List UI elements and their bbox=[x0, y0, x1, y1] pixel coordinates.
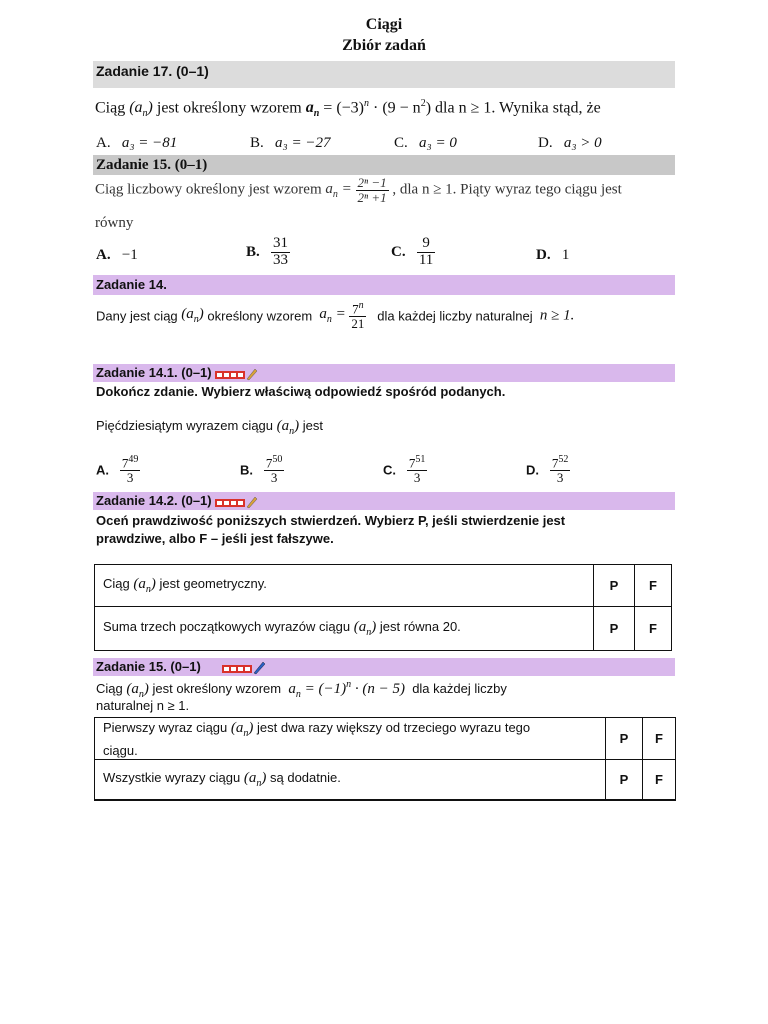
option-text: a₃ = −81 bbox=[121, 135, 178, 151]
fraction-numerator: 7 bbox=[121, 455, 129, 471]
score-badge-icon bbox=[221, 661, 267, 675]
fraction-exp: 49 bbox=[128, 454, 139, 465]
statement-cell bbox=[95, 607, 594, 651]
seq-sub: n bbox=[142, 108, 148, 120]
statement-text: jest określony wzorem bbox=[156, 99, 302, 117]
false-option[interactable]: F bbox=[643, 760, 676, 800]
statement-row bbox=[95, 607, 672, 651]
false-option[interactable]: F bbox=[635, 607, 672, 651]
fraction-exp: 51 bbox=[415, 454, 426, 465]
statement-cell bbox=[95, 565, 594, 607]
header-text: Zadanie 14.2. (0–1) bbox=[96, 493, 212, 508]
true-option[interactable]: P bbox=[606, 760, 643, 800]
sequence-symbol: $(a_n)$ bbox=[243, 769, 267, 789]
task-14-header: Zadanie 14. bbox=[93, 275, 675, 295]
statement-text: Wszystkie wyrazy ciągu bbox=[103, 769, 241, 785]
fraction-denominator: 3 bbox=[413, 469, 421, 485]
statement-text: jest równa 20. bbox=[379, 619, 461, 634]
formula-exp: n bbox=[364, 98, 369, 109]
sequence-symbol: $(a_n)$ bbox=[133, 576, 156, 595]
true-option[interactable]: P bbox=[606, 718, 643, 760]
statement-text: Ciąg liczbowy określony jest wzorem bbox=[95, 181, 322, 198]
statement-text: ciągu. bbox=[103, 742, 138, 758]
task-14-2-instruction-1: Oceń prawdziwość poniższych stwierdzeń. Wybierz P, jeśli stwierdzenie jest bbox=[96, 513, 566, 528]
task-15b-statement-line2: naturalnej n ≥ 1. bbox=[96, 698, 190, 713]
task-15b-table bbox=[94, 717, 676, 801]
statement-text: Ciąg bbox=[95, 99, 126, 117]
fraction-denominator: 3 bbox=[556, 469, 564, 485]
task-17-statement bbox=[95, 98, 601, 120]
formula-part: = (−1) bbox=[304, 681, 347, 697]
task-15a-header: Zadanie 15. (0–1) bbox=[93, 155, 675, 175]
formula-part: a bbox=[319, 306, 327, 323]
fraction-exp: 52 bbox=[558, 454, 569, 465]
score-badge-icon bbox=[214, 495, 258, 509]
seq-a: (a bbox=[230, 719, 244, 736]
seq-a: (a bbox=[243, 769, 257, 786]
fraction-numerator: 7 bbox=[551, 455, 559, 471]
false-option[interactable]: F bbox=[643, 718, 676, 760]
option-fraction bbox=[550, 455, 571, 485]
option-text: a₃ = 0 bbox=[419, 135, 457, 151]
formula-lhs: $a_n$ = bbox=[325, 180, 352, 200]
task-15a-statement bbox=[95, 176, 622, 204]
statement-text: Pierwszy wyraz ciągu bbox=[103, 719, 228, 735]
option-label: D. bbox=[536, 247, 551, 263]
prompt-text: jest bbox=[302, 418, 323, 433]
statement-row bbox=[95, 565, 672, 607]
task-17-option-d[interactable] bbox=[538, 135, 602, 152]
option-label: D. bbox=[526, 462, 539, 478]
fraction-numerator: 31 bbox=[273, 235, 289, 251]
option-label: D. bbox=[538, 135, 553, 151]
option-label: B. bbox=[250, 135, 264, 151]
statement-text: są dodatnie. bbox=[270, 769, 341, 785]
seq-a: (a bbox=[181, 306, 194, 323]
score-badge-icon bbox=[214, 367, 258, 381]
fraction-denominator: 2ⁿ +1 bbox=[357, 189, 387, 205]
task-15b-statement bbox=[96, 679, 507, 700]
statement-cell bbox=[95, 718, 606, 760]
option-text: 1 bbox=[561, 247, 570, 263]
formula bbox=[305, 99, 320, 120]
fraction-numerator: 7 bbox=[352, 301, 359, 317]
task-17-option-b[interactable] bbox=[250, 135, 330, 152]
task-14-1-option-c[interactable] bbox=[383, 455, 427, 485]
option-label: C. bbox=[391, 243, 406, 260]
option-label: B. bbox=[240, 462, 253, 478]
task-14-statement bbox=[96, 301, 574, 331]
statement-text: Dany jest ciąg bbox=[96, 308, 178, 324]
true-option[interactable]: P bbox=[594, 607, 635, 651]
sequence-symbol: $(a_n)$ bbox=[126, 681, 149, 700]
task-14-1-option-d[interactable] bbox=[526, 455, 570, 485]
statement-text: Ciąg bbox=[103, 576, 130, 591]
task-14-2-instruction-2: prawdziwe, albo F – jeśli jest fałszywe. bbox=[96, 531, 334, 546]
task-17-option-c[interactable] bbox=[394, 135, 457, 152]
option-fraction bbox=[264, 455, 285, 485]
prompt-text: Pięćdziesiątym wyrazem ciągu bbox=[96, 418, 274, 433]
statement-text: jest określony wzorem bbox=[152, 681, 282, 696]
true-option[interactable]: P bbox=[594, 565, 635, 607]
statement-text: dla n ≥ 1. Wynika stąd, że bbox=[435, 99, 601, 117]
header-text: Zadanie 15. (0–1) bbox=[96, 659, 201, 674]
option-text: −1 bbox=[121, 247, 138, 263]
header-text: Zadanie 14.1. (0–1) bbox=[96, 365, 212, 380]
task-14-1-option-b[interactable] bbox=[240, 455, 284, 485]
task-14-1-header bbox=[93, 364, 675, 382]
option-fraction bbox=[271, 236, 290, 269]
fraction-numerator: 7 bbox=[408, 455, 416, 471]
task-15a-option-a[interactable] bbox=[96, 247, 138, 264]
option-label: A. bbox=[96, 247, 111, 263]
option-label: A. bbox=[96, 462, 109, 478]
sequence-symbol: $(a_n)$ bbox=[276, 418, 300, 437]
option-label: C. bbox=[394, 135, 408, 151]
task-15a-option-b[interactable] bbox=[246, 236, 290, 269]
option-fraction bbox=[407, 455, 428, 485]
seq-a: (a bbox=[353, 619, 367, 635]
task-14-1-instruction: Dokończ zdanie. Wybierz właściwą odpowiedź spośród podanych. bbox=[96, 384, 506, 399]
seq-a: (a bbox=[133, 576, 146, 592]
seq-a: (a bbox=[129, 99, 143, 117]
statement-text: Suma trzech początkowych wyrazów ciągu bbox=[103, 619, 351, 634]
formula-part: ) bbox=[425, 99, 432, 117]
option-text: a₃ = −27 bbox=[275, 135, 331, 151]
fraction-exp: n bbox=[358, 300, 364, 311]
statement-text: , dla n ≥ 1. Piąty wyraz tego ciągu jest bbox=[392, 181, 622, 198]
sequence-symbol: $(a_n)$ bbox=[230, 719, 254, 739]
task-15b-header bbox=[93, 658, 675, 676]
statement-cell bbox=[95, 760, 606, 800]
formula-sub: n bbox=[313, 108, 320, 120]
task-17-header: Zadanie 17. (0–1) bbox=[93, 61, 675, 88]
option-label: B. bbox=[246, 243, 260, 260]
task-14-1-option-a[interactable] bbox=[96, 455, 140, 485]
formula-fraction bbox=[356, 176, 389, 204]
sequence-symbol: $(a_n)$ bbox=[129, 99, 153, 120]
fraction-numerator: 2ⁿ −1 bbox=[357, 175, 387, 190]
fraction-exp: 50 bbox=[272, 454, 283, 465]
sequence-symbol: $(a_n)$ bbox=[353, 619, 377, 638]
formula-part: · (9 − n bbox=[373, 99, 421, 117]
fraction-numerator: 7 bbox=[265, 455, 273, 471]
seq-a: (a bbox=[276, 418, 290, 434]
condition: n ≥ 1. bbox=[539, 307, 575, 324]
task-14-2-table bbox=[94, 564, 672, 651]
statement-text: dla każdej liczby naturalnej bbox=[377, 308, 533, 324]
fraction-numerator: 9 bbox=[417, 236, 435, 253]
statement-row bbox=[95, 760, 676, 800]
option-fraction bbox=[417, 236, 435, 269]
option-fraction bbox=[120, 455, 141, 485]
task-15a-statement-line2: równy bbox=[95, 215, 134, 231]
formula-part: a bbox=[305, 99, 314, 117]
formula-fraction bbox=[349, 301, 366, 331]
statement-text: Ciąg bbox=[96, 681, 123, 696]
seq-a: (a bbox=[126, 681, 139, 697]
formula-part: a bbox=[325, 180, 333, 197]
formula-exp: n bbox=[346, 679, 352, 690]
task-14-1-prompt bbox=[96, 418, 323, 437]
option-label: A. bbox=[96, 135, 111, 151]
page-title: Ciągi bbox=[365, 16, 403, 33]
fraction-denominator: 3 bbox=[126, 469, 134, 485]
formula-part: = (−3) bbox=[323, 99, 364, 117]
formula-lhs: $a_n$ = bbox=[319, 306, 346, 326]
statement-text: jest geometryczny. bbox=[159, 576, 267, 591]
fraction-denominator: 33 bbox=[273, 251, 289, 268]
fraction-denominator: 11 bbox=[418, 251, 434, 268]
fraction-denominator: 3 bbox=[270, 469, 278, 485]
option-label: C. bbox=[383, 462, 396, 478]
task-14-2-header bbox=[93, 492, 675, 510]
statement-text: jest dwa razy większy od trzeciego wyrazu tego bbox=[257, 719, 531, 735]
option-text: a₃ > 0 bbox=[563, 135, 602, 151]
fraction-denominator: 21 bbox=[351, 315, 365, 331]
statement-row bbox=[95, 718, 676, 760]
statement-text: dla każdej liczby bbox=[412, 681, 507, 696]
statement-text: określony wzorem bbox=[207, 308, 313, 324]
formula-part: · (n − 5) bbox=[354, 681, 405, 697]
false-option[interactable]: F bbox=[635, 565, 672, 607]
formula-exp: 2 bbox=[420, 98, 426, 109]
task-15a-option-d[interactable] bbox=[536, 247, 569, 264]
sequence-symbol: $(a_n)$ bbox=[181, 306, 204, 326]
task-15a-option-c[interactable] bbox=[391, 236, 435, 269]
formula: $a_n = (-1)^n \cdot (n - 5)$ bbox=[288, 679, 405, 700]
page-subtitle: Zbiór zadań bbox=[342, 37, 426, 54]
task-17-option-a[interactable] bbox=[96, 135, 177, 152]
